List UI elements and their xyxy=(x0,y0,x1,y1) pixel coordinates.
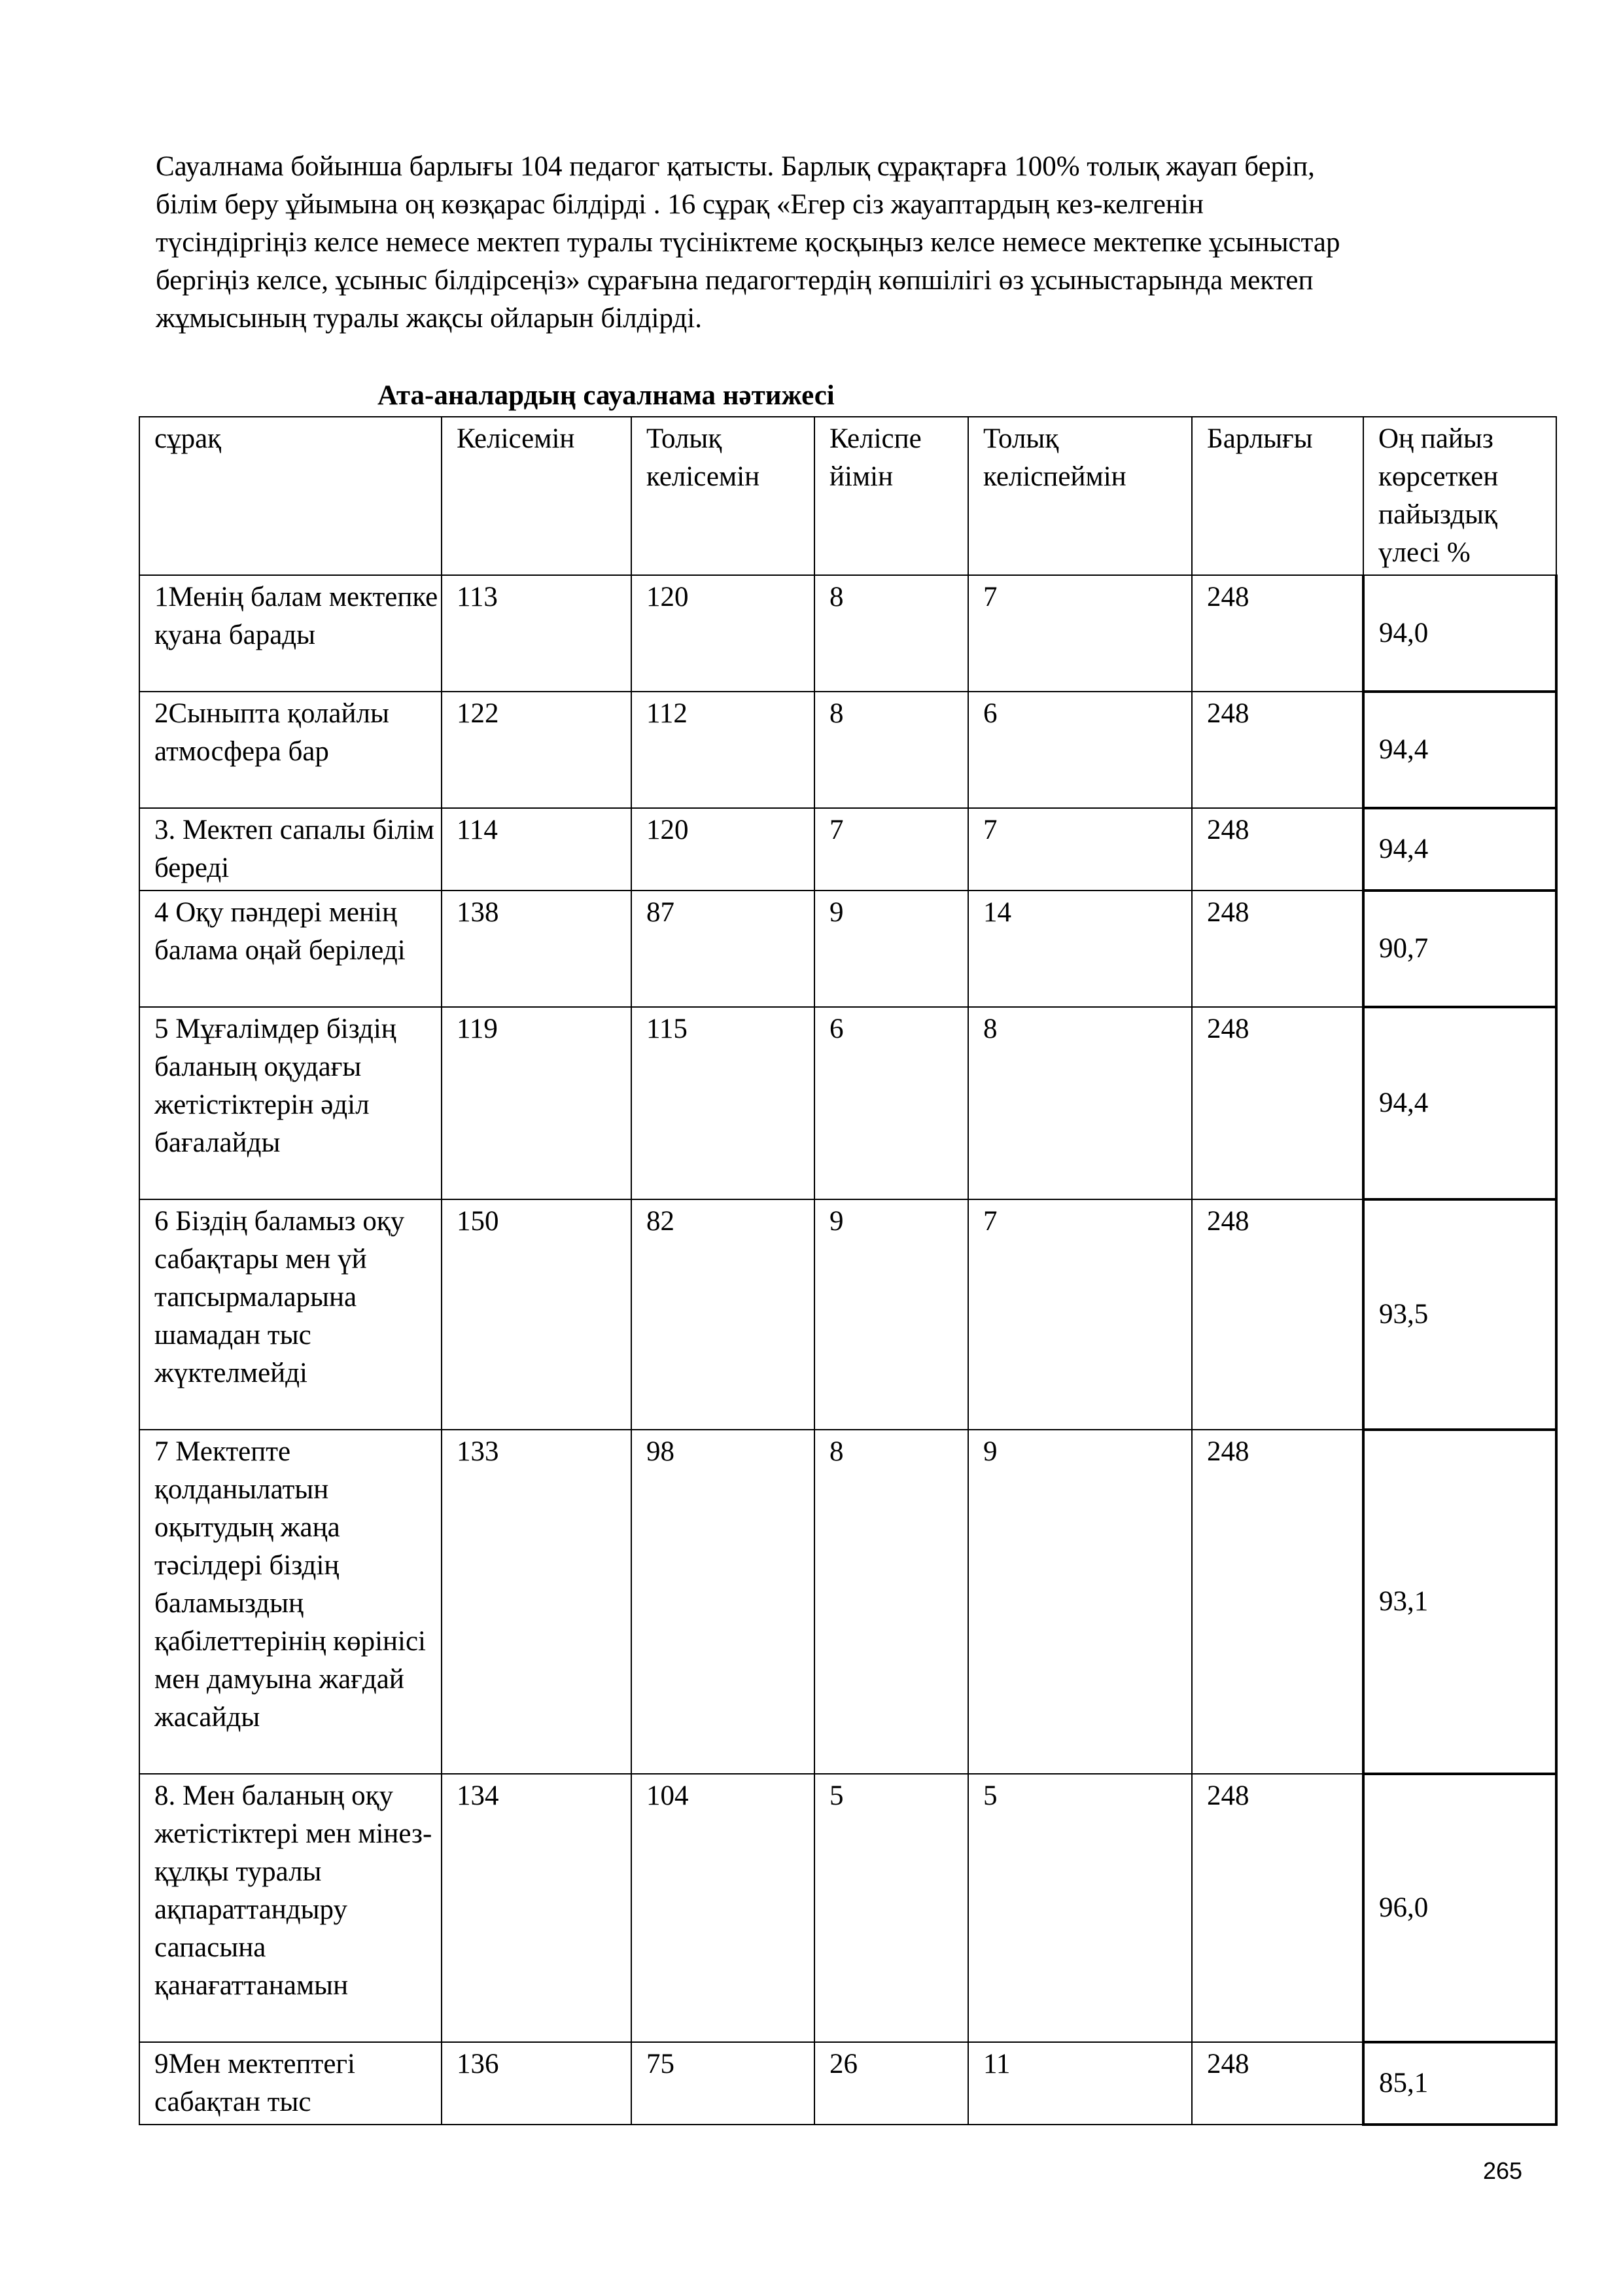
cell-positive-percent: 93,5 xyxy=(1363,1199,1556,1430)
cell-disagree: 6 xyxy=(814,1007,968,1199)
cell-fully-agree: 120 xyxy=(631,808,814,891)
cell-total: 248 xyxy=(1192,808,1363,891)
cell-total: 248 xyxy=(1192,2042,1363,2125)
table-row xyxy=(139,2042,1556,2125)
cell-fully-agree: 98 xyxy=(631,1430,814,1774)
table-row xyxy=(139,1007,1556,1199)
header-row xyxy=(139,417,1556,575)
cell-fully-disagree: 7 xyxy=(968,808,1192,891)
table-row xyxy=(139,1199,1556,1430)
survey-results-table xyxy=(139,416,1558,2126)
cell-question: 2Сыныпта қолайлы атмосфера бар xyxy=(139,692,442,808)
cell-disagree: 8 xyxy=(814,575,968,692)
cell-fully-disagree: 5 xyxy=(968,1774,1192,2042)
cell-disagree: 7 xyxy=(814,808,968,891)
cell-positive-percent: 94,4 xyxy=(1363,808,1556,891)
cell-total: 248 xyxy=(1192,1007,1363,1199)
cell-fully-agree: 120 xyxy=(631,575,814,692)
cell-question: 1Менің балам мектепке қуана барады xyxy=(139,575,442,692)
cell-fully-disagree: 8 xyxy=(968,1007,1192,1199)
cell-agree: 119 xyxy=(442,1007,631,1199)
intro-line: білім беру ұйымына оң көзқарас білдірді . 16 сұрақ «Егер сіз жауаптардың кез-келгенін xyxy=(156,189,1204,220)
cell-agree: 138 xyxy=(442,891,631,1007)
cell-fully-agree: 104 xyxy=(631,1774,814,2042)
cell-fully-agree: 82 xyxy=(631,1199,814,1430)
cell-disagree: 9 xyxy=(814,891,968,1007)
cell-total: 248 xyxy=(1192,692,1363,808)
intro-line: бергіңіз келсе, ұсыныс білдірсеңіз» сұрағына педагогтердің көпшілігі өз ұсыныстарында мектеп xyxy=(156,265,1314,296)
cell-total: 248 xyxy=(1192,1430,1363,1774)
cell-disagree: 5 xyxy=(814,1774,968,2042)
cell-question: 9Мен мектептегі сабақтан тыс xyxy=(139,2042,442,2125)
header-fully-agree: Толық келісемін xyxy=(631,417,814,575)
cell-fully-agree: 75 xyxy=(631,2042,814,2125)
cell-disagree: 8 xyxy=(814,692,968,808)
intro-paragraph xyxy=(156,148,1549,338)
cell-agree: 136 xyxy=(442,2042,631,2125)
cell-positive-percent: 90,7 xyxy=(1363,891,1556,1007)
cell-fully-agree: 87 xyxy=(631,891,814,1007)
cell-fully-disagree: 14 xyxy=(968,891,1192,1007)
table-row xyxy=(139,891,1556,1007)
cell-fully-disagree: 6 xyxy=(968,692,1192,808)
header-disagree: Келіспе йімін xyxy=(814,417,968,575)
header-total: Барлығы xyxy=(1192,417,1363,575)
cell-question: 7 Мектепте қолданылатын оқытудың жаңа тәсілдері біздің баламыздың қабілеттерінің көрінісі мен дамуына жағдай жасайды xyxy=(139,1430,442,1774)
cell-positive-percent: 85,1 xyxy=(1363,2042,1556,2125)
cell-agree: 134 xyxy=(442,1774,631,2042)
cell-agree: 114 xyxy=(442,808,631,891)
table-row xyxy=(139,1430,1556,1774)
cell-positive-percent: 93,1 xyxy=(1363,1430,1556,1774)
cell-fully-agree: 112 xyxy=(631,692,814,808)
cell-agree: 113 xyxy=(442,575,631,692)
cell-agree: 150 xyxy=(442,1199,631,1430)
table-row xyxy=(139,692,1556,808)
cell-question: 4 Оқу пәндері менің балама оңай беріледі xyxy=(139,891,442,1007)
cell-agree: 133 xyxy=(442,1430,631,1774)
cell-disagree: 9 xyxy=(814,1199,968,1430)
cell-agree: 122 xyxy=(442,692,631,808)
cell-positive-percent: 94,0 xyxy=(1363,575,1556,692)
cell-fully-disagree: 11 xyxy=(968,2042,1192,2125)
table-title: Ата-аналардың сауалнама нәтижесі xyxy=(377,380,835,411)
cell-total: 248 xyxy=(1192,575,1363,692)
table-row xyxy=(139,575,1556,692)
header-positive-percent: Оң пайыз көрсеткен пайыздық үлесі % xyxy=(1363,417,1556,575)
cell-fully-disagree: 7 xyxy=(968,575,1192,692)
cell-question: 5 Мұғалімдер біздің баланың оқудағы жетістіктерін әділ бағалайды xyxy=(139,1007,442,1199)
cell-total: 248 xyxy=(1192,1199,1363,1430)
cell-fully-disagree: 9 xyxy=(968,1430,1192,1774)
cell-disagree: 8 xyxy=(814,1430,968,1774)
cell-disagree: 26 xyxy=(814,2042,968,2125)
cell-total: 248 xyxy=(1192,891,1363,1007)
cell-positive-percent: 94,4 xyxy=(1363,692,1556,808)
header-fully-disagree: Толық келіспеймін xyxy=(968,417,1192,575)
intro-line: жұмысының туралы жақсы ойларын білдірді. xyxy=(156,303,702,334)
intro-line: Сауалнама бойынша барлығы 104 педагог қатысты. Барлық сұрақтарға 100% толық жауап беріп, xyxy=(156,151,1315,182)
cell-fully-agree: 115 xyxy=(631,1007,814,1199)
table-row xyxy=(139,808,1556,891)
header-agree: Келісемін xyxy=(442,417,631,575)
header-question: сұрақ xyxy=(139,417,442,575)
cell-total: 248 xyxy=(1192,1774,1363,2042)
cell-question: 6 Біздің баламыз оқу сабақтары мен үй тапсырмаларына шамадан тыс жүктелмейді xyxy=(139,1199,442,1430)
cell-positive-percent: 94,4 xyxy=(1363,1007,1556,1199)
cell-positive-percent: 96,0 xyxy=(1363,1774,1556,2042)
table-row xyxy=(139,1774,1556,2042)
page-number: 265 xyxy=(1483,2157,1523,2184)
intro-line: түсіндіргіңіз келсе немесе мектеп туралы түсініктеме қосқыңыз келсе немесе мектепке ұсыныстар xyxy=(156,227,1340,258)
cell-question: 8. Мен баланың оқу жетістіктері мен мінез-құлқы туралы ақпараттандыру сапасына қанағаттанамын xyxy=(139,1774,442,2042)
cell-question: 3. Мектеп сапалы білім береді xyxy=(139,808,442,891)
table-header xyxy=(139,417,1556,575)
table-body xyxy=(139,575,1556,2125)
cell-fully-disagree: 7 xyxy=(968,1199,1192,1430)
